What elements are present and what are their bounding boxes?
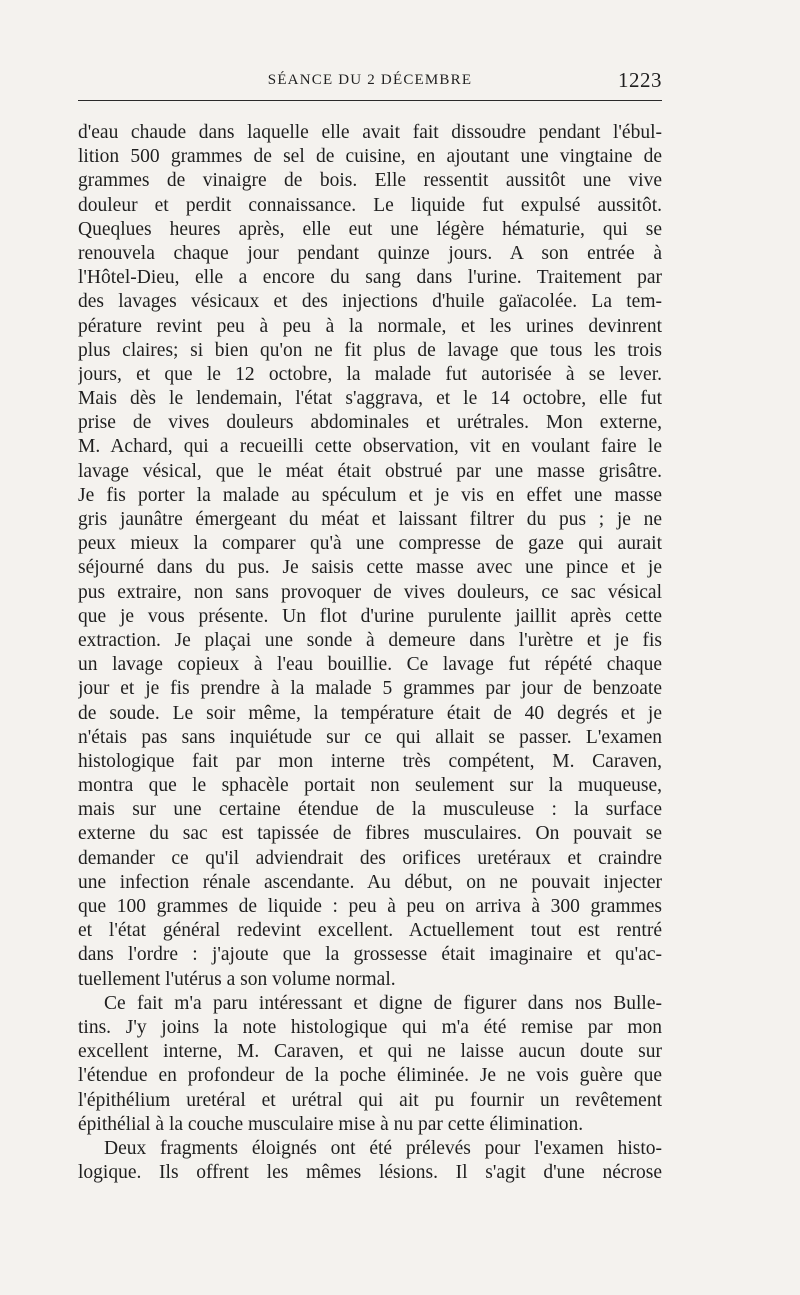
text-line: prise de vives douleurs abdominales et urétrales. Mon externe, xyxy=(78,412,662,434)
text-line: lavage vésical, que le méat était obstrué par une masse grisâtre. xyxy=(78,460,662,482)
text-line: n'étais pas sans inquiétude sur ce qui allait se passer. L'examen xyxy=(78,726,662,748)
text-line: jours, et que le 12 octobre, la malade fut autorisée à se lever. xyxy=(78,363,662,385)
text-line: lition 500 grammes de sel de cuisine, en ajoutant une vingtaine de xyxy=(78,146,662,168)
text-line: peux mieux la comparer qu'à une compresse de gaze qui aurait xyxy=(78,533,662,555)
running-title: SÉANCE DU 2 DÉCEMBRE xyxy=(267,72,473,88)
text-line: grammes de vinaigre de bois. Elle ressentit aussitôt une vive xyxy=(78,170,662,192)
text-line: pus extraire, non sans provoquer de vives douleurs, ce sac vésical xyxy=(78,581,662,603)
running-head xyxy=(78,62,662,101)
text-line: séjourné dans du pus. Je saisis cette masse avec une pince et je xyxy=(78,557,662,579)
text-line: Ce fait m'a paru intéressant et digne de figurer dans nos Bulle- xyxy=(104,992,662,1014)
text-line: montra que le sphacèle portait non seulement sur la muqueuse, xyxy=(78,775,662,797)
text-line: Mais dès le lendemain, l'état s'aggrava, et le 14 octobre, elle fut xyxy=(78,388,662,410)
text-line: Queqlues heures après, elle eut une légère hématurie, qui se xyxy=(78,218,662,240)
text-line: M. Achard, qui a recueilli cette observation, vit en voulant faire le xyxy=(78,436,662,458)
text-line: Deux fragments éloignés ont été prélevés pour l'examen histo- xyxy=(104,1137,662,1159)
text-line: jour et je fis prendre à la malade 5 grammes par jour de benzoate xyxy=(78,678,662,700)
text-line: douleur et perdit connaissance. Le liquide fut expulsé aussitôt. xyxy=(78,194,662,216)
text-line: externe du sac est tapissée de fibres musculaires. On pouvait se xyxy=(78,823,662,845)
text-line: dans l'ordre : j'ajoute que la grossesse était imaginaire et qu'ac- xyxy=(78,944,662,966)
text-line: demander ce qu'il adviendrait des orifices uretéraux et craindre xyxy=(78,847,662,869)
text-line: l'épithélium uretéral et urétral qui ait pu fournir un revêtement xyxy=(78,1089,662,1111)
text-line: des lavages vésicaux et des injections d'huile gaïacolée. La tem- xyxy=(78,291,662,313)
text-line: l'Hôtel-Dieu, elle a encore du sang dans l'urine. Traitement par xyxy=(78,267,662,289)
text-line: et l'état général redevint excellent. Actuellement tout est rentré xyxy=(78,920,662,942)
text-line: de soude. Le soir même, la température était de 40 degrés et je xyxy=(78,702,662,724)
text-line: épithélial à la couche musculaire mise à nu par cette élimination. xyxy=(78,1113,584,1135)
text-line: histologique fait par mon interne très compétent, M. Caraven, xyxy=(78,750,662,772)
page-number: 1223 xyxy=(618,68,662,92)
text-line: d'eau chaude dans laquelle elle avait fait dissoudre pendant l'ébul- xyxy=(78,122,662,143)
text-line: gris jaunâtre émergeant du méat et laissant filtrer du pus ; je ne xyxy=(78,509,662,530)
text-line: que je vous présente. Un flot d'urine purulente jaillit après cette xyxy=(78,605,662,627)
text-line: renouvela chaque jour pendant quinze jours. A son entrée à xyxy=(78,242,662,264)
text-line: tins. J'y joins la note histologique qui m'a été remise par mon xyxy=(78,1016,662,1038)
paragraph xyxy=(78,1137,662,1185)
text-line: que 100 grammes de liquide : peu à peu on arriva à 300 grammes xyxy=(78,896,662,917)
text-line: plus claires; si bien qu'on ne fit plus de lavage que tous les trois xyxy=(78,339,662,361)
paragraph xyxy=(78,992,662,1137)
text-line: pérature revint peu à peu à la normale, et les urines devinrent xyxy=(78,315,662,337)
text-line: un lavage copieux à l'eau bouillie. Ce lavage fut répété chaque xyxy=(78,654,662,676)
text-line: extraction. Je plaçai une sonde à demeure dans l'urètre et je fis xyxy=(78,629,662,651)
text-line: mais sur une certaine étendue de la musculeuse : la surface xyxy=(78,799,662,821)
text-line: tuellement l'utérus a son volume normal. xyxy=(78,968,396,990)
book-page xyxy=(78,62,662,1185)
text-line: l'étendue en profondeur de la poche éliminée. Je ne vois guère que xyxy=(78,1065,662,1087)
body-text xyxy=(78,121,662,1185)
text-line: une infection rénale ascendante. Au début, on ne pouvait injecter xyxy=(78,871,662,893)
text-line: Je fis porter la malade au spéculum et je vis en effet une masse xyxy=(78,484,662,506)
text-line: excellent interne, M. Caraven, et qui ne laisse aucun doute sur xyxy=(78,1041,662,1063)
paragraph xyxy=(78,121,662,992)
text-line: logique. Ils offrent les mêmes lésions. Il s'agit d'une nécrose xyxy=(78,1162,662,1184)
